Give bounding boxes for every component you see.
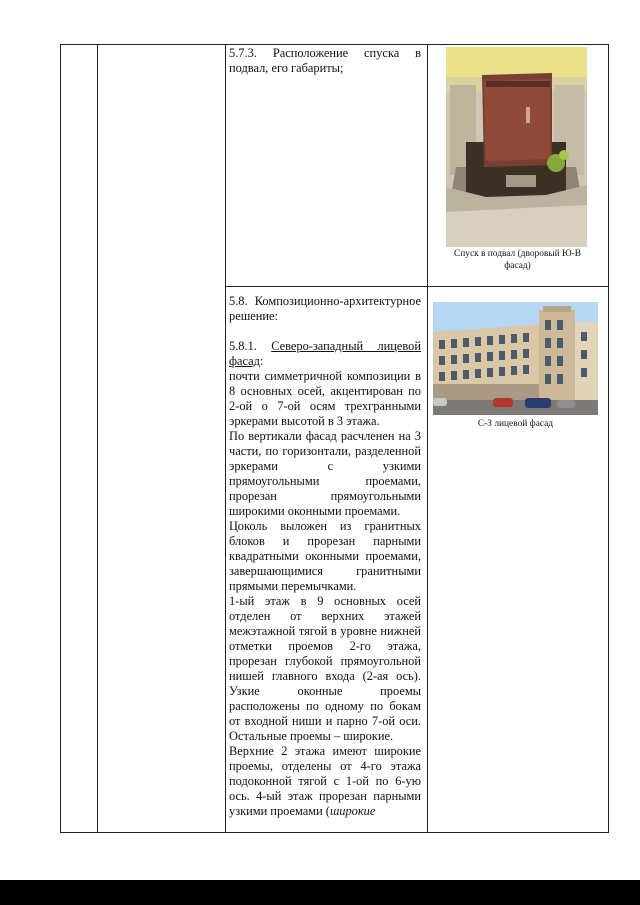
scan-bottom-edge <box>0 880 640 905</box>
section-5-8-1-title-line <box>229 339 421 369</box>
section-5-7-3-text <box>229 46 421 76</box>
table-bottom-border <box>60 832 609 833</box>
facade-photo <box>433 302 598 415</box>
paragraph-5 <box>229 744 421 819</box>
paragraph-2: По вертикали фасад расчленен на 3 части, по горизонтали, разделенной эркерами с узкими прямоугольными проемами, прорезан прямоугольными широкими оконными проемами. <box>229 429 421 518</box>
basement-entrance-image <box>446 47 587 247</box>
photo-1-caption-text: Спуск в подвал (дворовый Ю-В фасад) <box>454 249 581 271</box>
column-divider-1 <box>97 44 98 833</box>
section-5-7-3-heading: 5.7.3. Расположение спуска в подвал, его габариты; <box>229 46 421 75</box>
section-5-8-1-title: Северо-западный лицевой фасад <box>229 339 421 368</box>
paragraph-5-text: Верхние 2 этажа имеют широкие проемы, отделены от 4-го этажа подоконной тягой с 1-ой по 6-ую ось. 4-ый этаж прорезан парными узкими проемами ( <box>229 744 421 818</box>
photo-1-caption <box>440 248 595 272</box>
paragraph-3: Цоколь выложен из гранитных блоков и прорезан парными квадратными оконными проемами, завершающимися гранитными прямыми перемычками. <box>229 519 421 593</box>
facade-image <box>433 302 598 415</box>
table-right-border <box>608 44 609 833</box>
row-divider <box>225 286 609 287</box>
photo-2-caption-text: С-З лицевой фасад <box>477 419 554 429</box>
section-5-8-text <box>229 294 421 819</box>
paragraph-5-italic: широкие <box>329 804 376 818</box>
section-5-8-heading: 5.8. Композиционно-архитектурное решение: <box>229 294 421 323</box>
paragraph-1: почти симметричной композиции в 8 основных осей, акцентирован по 2-ой о 7-ой осям трехгранными эркерами высотой в 3 этажа. <box>229 369 421 428</box>
table-left-border <box>60 44 61 833</box>
paragraph-4: 1-ый этаж в 9 основных осей отделен от верхних этажей межэтажной тягой в уровне нижней отметки проемов 2-го этажа, прорезан глубокой прямоугольной нишей главного входа (2-ая ось). Узкие оконные проемы расположены по одному по бокам от входной ниши и парно 7-ой оси. Остальные проемы – широкие. <box>229 594 421 743</box>
column-divider-3 <box>427 44 428 833</box>
section-5-8-1-colon: : <box>259 354 264 368</box>
table-top-border <box>60 44 609 45</box>
column-divider-2 <box>225 44 226 833</box>
section-5-8-1-number: 5.8.1. <box>229 339 257 353</box>
basement-entrance-photo <box>446 47 587 247</box>
photo-2-caption <box>433 418 598 430</box>
